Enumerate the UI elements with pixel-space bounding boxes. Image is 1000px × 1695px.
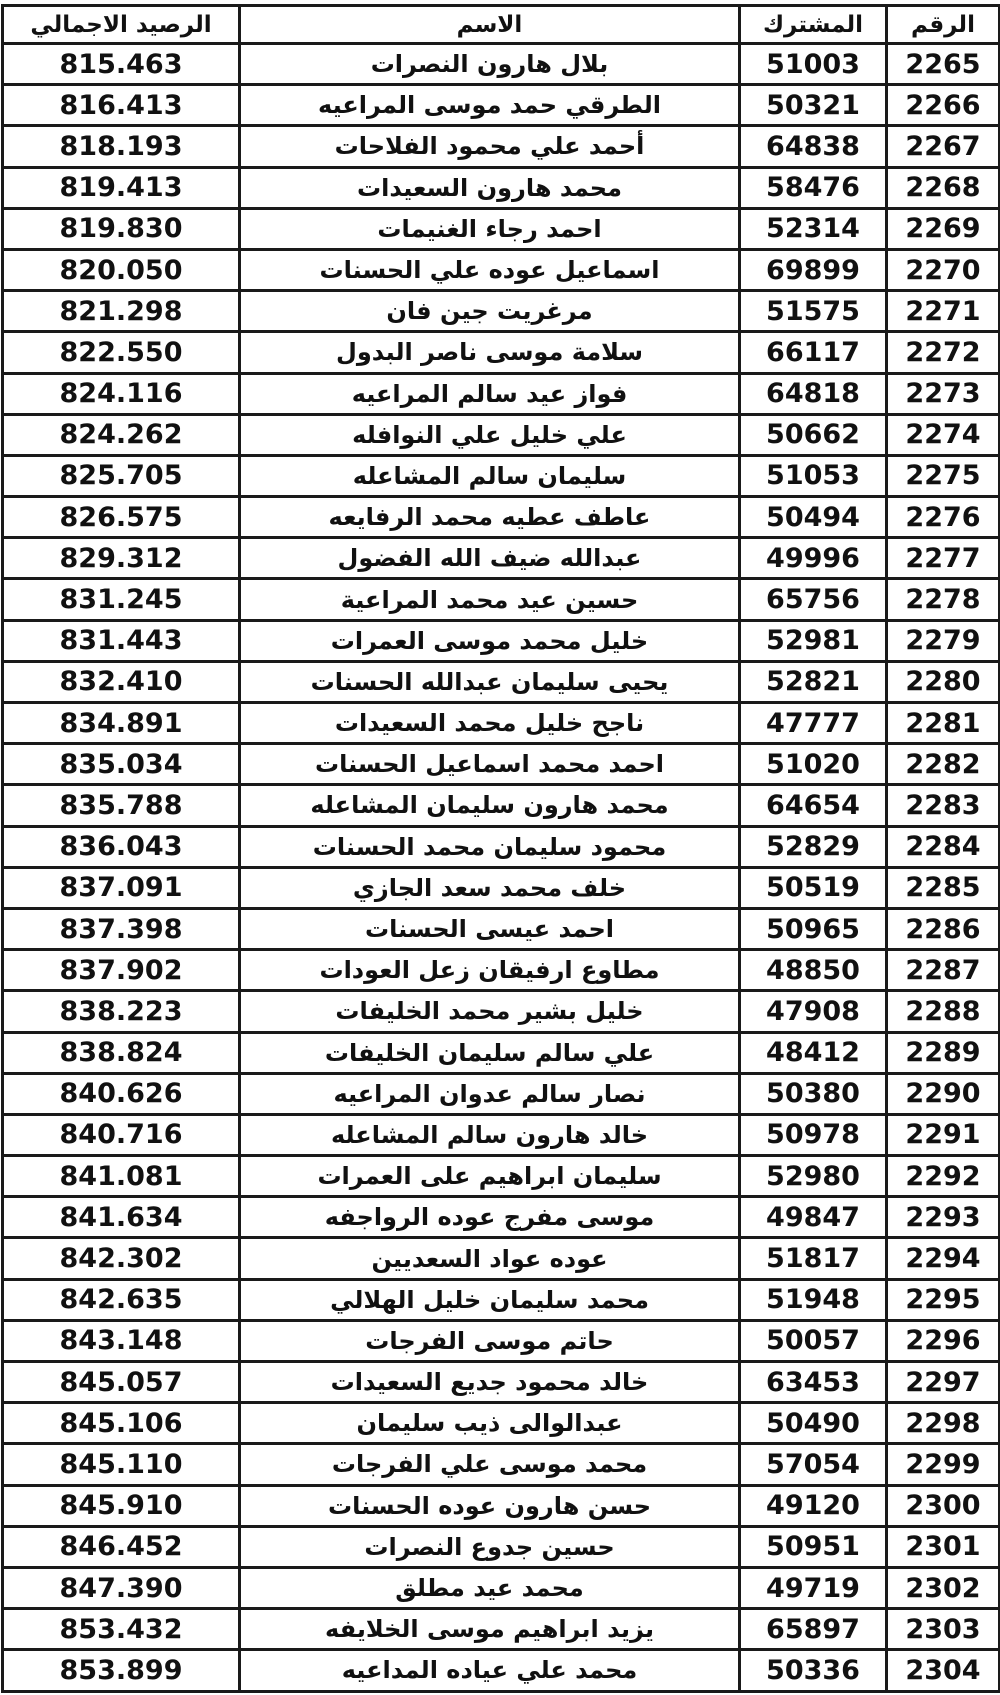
row-subscriber: 50321 bbox=[740, 85, 887, 126]
row-subscriber: 47777 bbox=[740, 703, 887, 744]
table-row bbox=[3, 1567, 1000, 1608]
row-name: محمد موسى علي الفرجات bbox=[240, 1444, 740, 1485]
row-name: مرغريت جين فان bbox=[240, 291, 740, 332]
row-balance: 835.788 bbox=[3, 785, 240, 826]
row-subscriber: 51020 bbox=[740, 744, 887, 785]
row-balance: 838.223 bbox=[3, 991, 240, 1032]
row-subscriber: 52829 bbox=[740, 826, 887, 867]
row-number: 2272 bbox=[887, 332, 1000, 373]
row-balance: 819.413 bbox=[3, 167, 240, 208]
row-subscriber: 51003 bbox=[740, 44, 887, 85]
header-subscriber: المشترك bbox=[740, 6, 887, 44]
row-subscriber: 69899 bbox=[740, 249, 887, 290]
row-balance: 824.262 bbox=[3, 414, 240, 455]
row-balance: 821.298 bbox=[3, 291, 240, 332]
row-name: خليل محمد موسى العمرات bbox=[240, 620, 740, 661]
table-row bbox=[3, 1238, 1000, 1279]
row-name: يزيد ابراهيم موسى الخلايفه bbox=[240, 1609, 740, 1650]
row-number: 2298 bbox=[887, 1403, 1000, 1444]
row-number: 2281 bbox=[887, 703, 1000, 744]
row-balance: 818.193 bbox=[3, 126, 240, 167]
row-number: 2300 bbox=[887, 1485, 1000, 1526]
row-subscriber: 50057 bbox=[740, 1320, 887, 1361]
row-name: احمد رجاء الغنيمات bbox=[240, 208, 740, 249]
row-subscriber: 52314 bbox=[740, 208, 887, 249]
row-subscriber: 49996 bbox=[740, 538, 887, 579]
table-row bbox=[3, 126, 1000, 167]
row-subscriber: 52981 bbox=[740, 620, 887, 661]
table-row bbox=[3, 1320, 1000, 1361]
row-subscriber: 52980 bbox=[740, 1156, 887, 1197]
row-subscriber: 64654 bbox=[740, 785, 887, 826]
row-name: احمد عيسى الحسنات bbox=[240, 908, 740, 949]
row-subscriber: 57054 bbox=[740, 1444, 887, 1485]
row-subscriber: 48850 bbox=[740, 950, 887, 991]
row-balance: 837.091 bbox=[3, 867, 240, 908]
table-row bbox=[3, 291, 1000, 332]
row-number: 2268 bbox=[887, 167, 1000, 208]
table-row bbox=[3, 785, 1000, 826]
row-balance: 853.432 bbox=[3, 1609, 240, 1650]
table-body bbox=[3, 44, 1000, 1692]
row-number: 2285 bbox=[887, 867, 1000, 908]
row-subscriber: 63453 bbox=[740, 1362, 887, 1403]
row-name: حسين عيد محمد المراعية bbox=[240, 579, 740, 620]
table-row bbox=[3, 1032, 1000, 1073]
row-balance: 842.302 bbox=[3, 1238, 240, 1279]
row-name: محمد سليمان خليل الهلالي bbox=[240, 1279, 740, 1320]
table-row bbox=[3, 1073, 1000, 1114]
row-balance: 822.550 bbox=[3, 332, 240, 373]
row-subscriber: 47908 bbox=[740, 991, 887, 1032]
row-subscriber: 64818 bbox=[740, 373, 887, 414]
row-number: 2274 bbox=[887, 414, 1000, 455]
header-name: الاسم bbox=[240, 6, 740, 44]
row-subscriber: 65897 bbox=[740, 1609, 887, 1650]
row-number: 2296 bbox=[887, 1320, 1000, 1361]
row-name: بلال هارون النصرات bbox=[240, 44, 740, 85]
row-name: خليل بشير محمد الخليفات bbox=[240, 991, 740, 1032]
row-balance: 845.057 bbox=[3, 1362, 240, 1403]
row-name: حاتم موسى الفرجات bbox=[240, 1320, 740, 1361]
row-name: محمد عيد مطلق bbox=[240, 1567, 740, 1608]
table-row bbox=[3, 1650, 1000, 1691]
row-name: حسين جدوع النصرات bbox=[240, 1526, 740, 1567]
row-name: علي خليل علي النوافله bbox=[240, 414, 740, 455]
row-subscriber: 48412 bbox=[740, 1032, 887, 1073]
table-row bbox=[3, 1114, 1000, 1155]
row-name: علي سالم سليمان الخليفات bbox=[240, 1032, 740, 1073]
row-number: 2291 bbox=[887, 1114, 1000, 1155]
table-row bbox=[3, 249, 1000, 290]
row-number: 2289 bbox=[887, 1032, 1000, 1073]
row-balance: 845.110 bbox=[3, 1444, 240, 1485]
row-balance: 841.634 bbox=[3, 1197, 240, 1238]
table-row bbox=[3, 1526, 1000, 1567]
row-number: 2303 bbox=[887, 1609, 1000, 1650]
table-row bbox=[3, 167, 1000, 208]
row-number: 2266 bbox=[887, 85, 1000, 126]
row-number: 2284 bbox=[887, 826, 1000, 867]
table-row bbox=[3, 950, 1000, 991]
row-name: محمود سليمان محمد الحسنات bbox=[240, 826, 740, 867]
row-name: فواز عيد سالم المراعيه bbox=[240, 373, 740, 414]
row-name: عبدالله ضيف الله الفضول bbox=[240, 538, 740, 579]
row-name: احمد محمد اسماعيل الحسنات bbox=[240, 744, 740, 785]
row-balance: 815.463 bbox=[3, 44, 240, 85]
row-name: عبدالوالى ذيب سليمان bbox=[240, 1403, 740, 1444]
row-number: 2279 bbox=[887, 620, 1000, 661]
row-balance: 845.106 bbox=[3, 1403, 240, 1444]
header-row bbox=[3, 6, 1000, 44]
row-number: 2304 bbox=[887, 1650, 1000, 1691]
row-balance: 845.910 bbox=[3, 1485, 240, 1526]
row-number: 2278 bbox=[887, 579, 1000, 620]
row-subscriber: 50380 bbox=[740, 1073, 887, 1114]
row-subscriber: 51575 bbox=[740, 291, 887, 332]
row-number: 2282 bbox=[887, 744, 1000, 785]
row-balance: 834.891 bbox=[3, 703, 240, 744]
row-balance: 843.148 bbox=[3, 1320, 240, 1361]
row-subscriber: 50978 bbox=[740, 1114, 887, 1155]
table-row bbox=[3, 620, 1000, 661]
row-name: سليمان سالم المشاعله bbox=[240, 455, 740, 496]
table-row bbox=[3, 826, 1000, 867]
row-number: 2287 bbox=[887, 950, 1000, 991]
row-number: 2267 bbox=[887, 126, 1000, 167]
row-name: الطرقي حمد موسى المراعيه bbox=[240, 85, 740, 126]
table-row bbox=[3, 414, 1000, 455]
row-balance: 819.830 bbox=[3, 208, 240, 249]
header-balance: الرصيد الاجمالي bbox=[3, 6, 240, 44]
row-balance: 835.034 bbox=[3, 744, 240, 785]
row-name: عاطف عطيه محمد الرفايعه bbox=[240, 497, 740, 538]
table-row bbox=[3, 455, 1000, 496]
row-subscriber: 58476 bbox=[740, 167, 887, 208]
row-name: يحيى سليمان عبدالله الحسنات bbox=[240, 661, 740, 702]
table-row bbox=[3, 497, 1000, 538]
row-number: 2280 bbox=[887, 661, 1000, 702]
row-subscriber: 52821 bbox=[740, 661, 887, 702]
row-number: 2297 bbox=[887, 1362, 1000, 1403]
table-row bbox=[3, 208, 1000, 249]
row-balance: 840.716 bbox=[3, 1114, 240, 1155]
row-name: سليمان ابراهيم على العمرات bbox=[240, 1156, 740, 1197]
row-balance: 824.116 bbox=[3, 373, 240, 414]
row-balance: 838.824 bbox=[3, 1032, 240, 1073]
row-number: 2269 bbox=[887, 208, 1000, 249]
table-row bbox=[3, 332, 1000, 373]
balances-table bbox=[1, 4, 1000, 1693]
row-balance: 816.413 bbox=[3, 85, 240, 126]
row-subscriber: 50662 bbox=[740, 414, 887, 455]
row-subscriber: 50494 bbox=[740, 497, 887, 538]
row-number: 2293 bbox=[887, 1197, 1000, 1238]
row-balance: 842.635 bbox=[3, 1279, 240, 1320]
table-row bbox=[3, 1609, 1000, 1650]
row-number: 2292 bbox=[887, 1156, 1000, 1197]
row-subscriber: 64838 bbox=[740, 126, 887, 167]
row-subscriber: 49847 bbox=[740, 1197, 887, 1238]
row-subscriber: 50490 bbox=[740, 1403, 887, 1444]
row-number: 2290 bbox=[887, 1073, 1000, 1114]
table-row bbox=[3, 1279, 1000, 1320]
row-subscriber: 51053 bbox=[740, 455, 887, 496]
row-subscriber: 49719 bbox=[740, 1567, 887, 1608]
row-name: أحمد علي محمود الفلاحات bbox=[240, 126, 740, 167]
row-balance: 847.390 bbox=[3, 1567, 240, 1608]
table-row bbox=[3, 1444, 1000, 1485]
row-number: 2301 bbox=[887, 1526, 1000, 1567]
table-row bbox=[3, 1362, 1000, 1403]
row-name: موسى مفرج عوده الرواجفه bbox=[240, 1197, 740, 1238]
row-balance: 820.050 bbox=[3, 249, 240, 290]
row-balance: 831.443 bbox=[3, 620, 240, 661]
row-name: محمد هارون سليمان المشاعله bbox=[240, 785, 740, 826]
row-number: 2286 bbox=[887, 908, 1000, 949]
row-subscriber: 51948 bbox=[740, 1279, 887, 1320]
table-row bbox=[3, 744, 1000, 785]
row-balance: 841.081 bbox=[3, 1156, 240, 1197]
table-row bbox=[3, 538, 1000, 579]
table-row bbox=[3, 373, 1000, 414]
row-number: 2277 bbox=[887, 538, 1000, 579]
row-balance: 837.902 bbox=[3, 950, 240, 991]
row-number: 2273 bbox=[887, 373, 1000, 414]
row-number: 2270 bbox=[887, 249, 1000, 290]
row-number: 2275 bbox=[887, 455, 1000, 496]
row-name: نصار سالم عدوان المراعيه bbox=[240, 1073, 740, 1114]
table-row bbox=[3, 85, 1000, 126]
row-balance: 836.043 bbox=[3, 826, 240, 867]
row-name: اسماعيل عوده علي الحسنات bbox=[240, 249, 740, 290]
row-name: خالد محمود جديع السعيدات bbox=[240, 1362, 740, 1403]
table-row bbox=[3, 44, 1000, 85]
row-subscriber: 50951 bbox=[740, 1526, 887, 1567]
row-balance: 829.312 bbox=[3, 538, 240, 579]
row-subscriber: 65756 bbox=[740, 579, 887, 620]
row-subscriber: 50519 bbox=[740, 867, 887, 908]
row-balance: 837.398 bbox=[3, 908, 240, 949]
row-number: 2295 bbox=[887, 1279, 1000, 1320]
row-number: 2294 bbox=[887, 1238, 1000, 1279]
table-row bbox=[3, 579, 1000, 620]
row-balance: 853.899 bbox=[3, 1650, 240, 1691]
row-balance: 825.705 bbox=[3, 455, 240, 496]
row-number: 2302 bbox=[887, 1567, 1000, 1608]
header-number: الرقم bbox=[887, 6, 1000, 44]
row-number: 2299 bbox=[887, 1444, 1000, 1485]
table-row bbox=[3, 661, 1000, 702]
table-row bbox=[3, 1156, 1000, 1197]
row-name: مطاوع ارفيقان زعل العودات bbox=[240, 950, 740, 991]
table-row bbox=[3, 1485, 1000, 1526]
row-name: خالد هارون سالم المشاعله bbox=[240, 1114, 740, 1155]
row-number: 2271 bbox=[887, 291, 1000, 332]
row-name: محمد علي عياده المداعيه bbox=[240, 1650, 740, 1691]
table-row bbox=[3, 908, 1000, 949]
row-name: حسن هارون عوده الحسنات bbox=[240, 1485, 740, 1526]
row-balance: 826.575 bbox=[3, 497, 240, 538]
table-row bbox=[3, 991, 1000, 1032]
row-number: 2288 bbox=[887, 991, 1000, 1032]
row-number: 2276 bbox=[887, 497, 1000, 538]
row-balance: 846.452 bbox=[3, 1526, 240, 1567]
row-name: سلامة موسى ناصر البدول bbox=[240, 332, 740, 373]
row-balance: 831.245 bbox=[3, 579, 240, 620]
table-row bbox=[3, 703, 1000, 744]
table-header bbox=[3, 6, 1000, 44]
table-row bbox=[3, 1403, 1000, 1444]
table-row bbox=[3, 867, 1000, 908]
row-balance: 832.410 bbox=[3, 661, 240, 702]
row-name: محمد هارون السعيدات bbox=[240, 167, 740, 208]
row-balance: 840.626 bbox=[3, 1073, 240, 1114]
row-name: ناجح خليل محمد السعيدات bbox=[240, 703, 740, 744]
row-subscriber: 50965 bbox=[740, 908, 887, 949]
row-number: 2265 bbox=[887, 44, 1000, 85]
row-subscriber: 66117 bbox=[740, 332, 887, 373]
table-row bbox=[3, 1197, 1000, 1238]
row-subscriber: 51817 bbox=[740, 1238, 887, 1279]
row-number: 2283 bbox=[887, 785, 1000, 826]
row-name: خلف محمد سعد الجازي bbox=[240, 867, 740, 908]
row-subscriber: 50336 bbox=[740, 1650, 887, 1691]
row-subscriber: 49120 bbox=[740, 1485, 887, 1526]
row-name: عوده عواد السعديين bbox=[240, 1238, 740, 1279]
